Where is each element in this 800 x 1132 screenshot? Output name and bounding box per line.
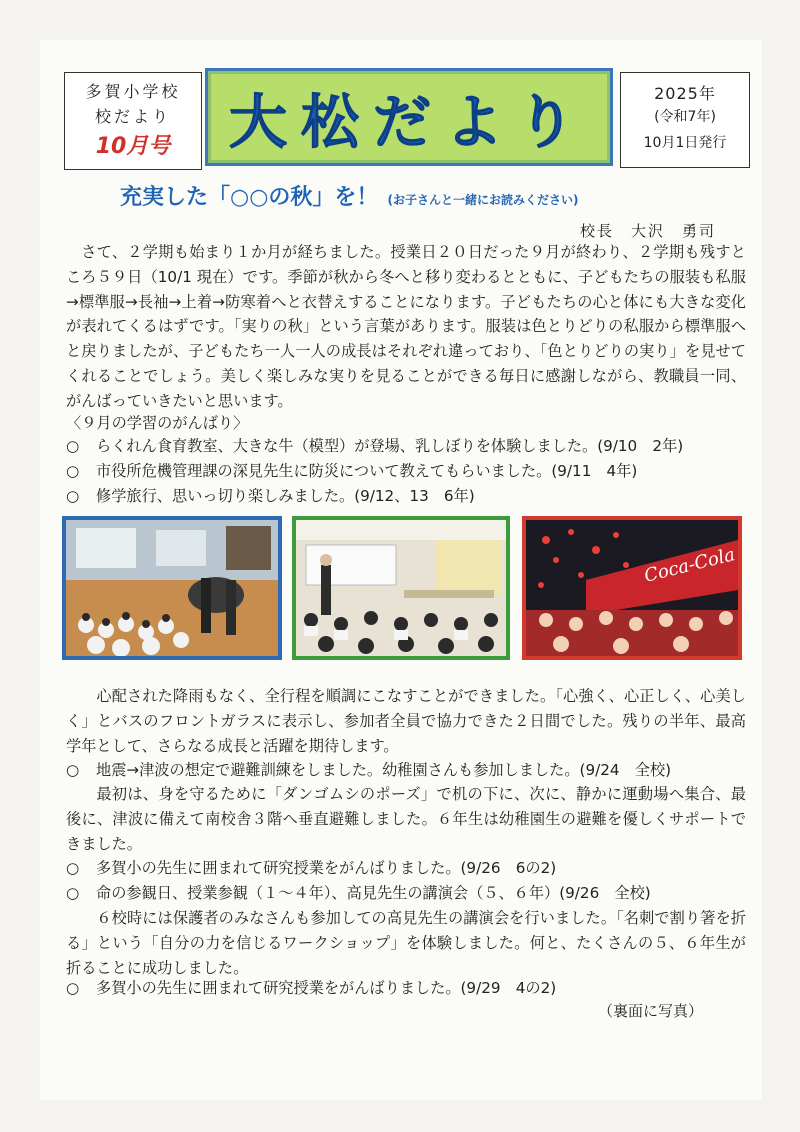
list-item [66,881,756,906]
drill-bullet [66,758,756,783]
trip-paragraph: 心配された降雨もなく、全行程を順調にこなすことができました。「心強く、心正しく、心美しく」とバスのフロントガラスに表示し、参加者全員で協力できた２日間でした。残りの半年、最高学年として、さらなる成長と活躍を期待します。 [66,687,746,755]
stadium-photo-image [526,520,738,656]
list-item [66,758,756,783]
bullet-mark: ○ [66,437,80,455]
intro-paragraph: さて、２学期も始まり１か月が経ちました。授業日２０日だった９月が終わり、２学期も残すところ５９日（10/1 現在）です。季節が秋から冬へと移り変わるとともに、子どもたちの服装も私服→標準服→長袖→上着→防寒着へと衣替えすることになります。子どもたちの心と体にも大きな変化が表れてくるはずです。「実りの秋」という言葉があります。服装は色とりどりの私服から標準服へと戻りましたが、子どもたち一人一人の成長はそれぞれ違っており、「色とりどりの実り」を見せてくれることでしょう。美しく楽しみな実りを見ることができる毎日に感謝しながら、教職員一同、がんばっていきたいと思います。 [66,243,746,410]
headline-sub: (お子さんと一緒にお読みください) [387,193,579,207]
headline-main: 充実した「○○の秋」を！ [120,185,379,210]
list-item [66,434,756,459]
photo-disaster-lesson [292,516,510,660]
list-item-text: 多賀小の先生に囲まれて研究授業をがんばりました。(9/26 6の2) [96,859,557,877]
gym-photo-image [66,520,278,656]
drill-paragraph: 最初は、身を守るために「ダンゴムシのポーズ」で机の下に、次に、静かに運動場へ集合、最後に、津波に備えて南校舎３階へ垂直避難しました。６年生は幼稚園生の避難を優しくサポートできました。 [66,785,746,853]
photo-food-education [62,516,282,660]
intro-text [66,240,746,414]
list-item [66,976,756,1001]
author: 校長 大沢 勇司 [580,222,717,240]
bullet-mark: ○ [66,461,80,480]
bullet-last [66,976,756,1001]
bullet-mark: ○ [66,859,80,877]
bullet-mark: ○ [66,979,80,997]
date-box [620,72,750,168]
lecture-text [66,906,746,980]
bullet-mark: ○ [66,761,80,779]
section-title: 〈９月の学習のがんばり〉 [66,414,249,432]
list-item [66,856,756,881]
photo-strip [62,516,742,660]
title-banner [205,68,613,166]
list-item-text: 市役所危機管理課の深見先生に防災について教えてもらいました。(9/11 4年) [96,461,638,480]
era-year: (令和7年) [654,109,716,125]
newsletter-label: 校だより [94,107,171,126]
stadium-sign-text: Coca-Cola [642,544,738,587]
bullet-list-mid [66,856,756,906]
trip-text [66,684,746,758]
issue-date: 10月1日発行 [643,135,727,151]
list-item [66,484,756,509]
bullet-list-top [66,434,756,508]
lecture-paragraph: ６校時には保護者のみなさんも参加しての高見先生の講演会を行いました。「名刺で割り箸を折る」という「自分の力を信じるワークショップ」を体験しました。何と、たくさんの５、６年生が折ることに成功しました。 [66,909,746,977]
photo-school-trip [522,516,742,660]
classroom-photo-image [296,520,506,656]
year: 2025年 [654,84,716,103]
list-item-text: 多賀小の先生に囲まれて研究授業をがんばりました。(9/29 4の2) [96,979,557,997]
list-item-text: らくれん食育教室、大きな牛（模型）が登場、乳しぼりを体験しました。(9/10 2年) [96,437,684,455]
school-name: 多賀小学校 [85,82,181,101]
list-item-text: 地震→津波の想定で避難訓練をしました。幼稚園さんも参加しました。(9/24 全校) [96,761,672,779]
list-item-text: 修学旅行、思いっ切り楽しみました。(9/12、13 6年) [96,486,475,505]
school-name-box [64,72,202,170]
bullet-mark: ○ [66,883,80,902]
headline [120,180,740,211]
bullet-mark: ○ [66,486,80,505]
list-item-text: 命の参観日、授業参観（１～４年）、高見先生の講演会（５、６年）(9/26 全校) [96,883,651,902]
drill-text [66,782,746,856]
newsletter-title: 大松だより [228,88,589,156]
list-item [66,459,756,484]
issue-label: 10月号 [95,134,171,159]
back-side-note: （裏面に写真） [598,1002,704,1020]
